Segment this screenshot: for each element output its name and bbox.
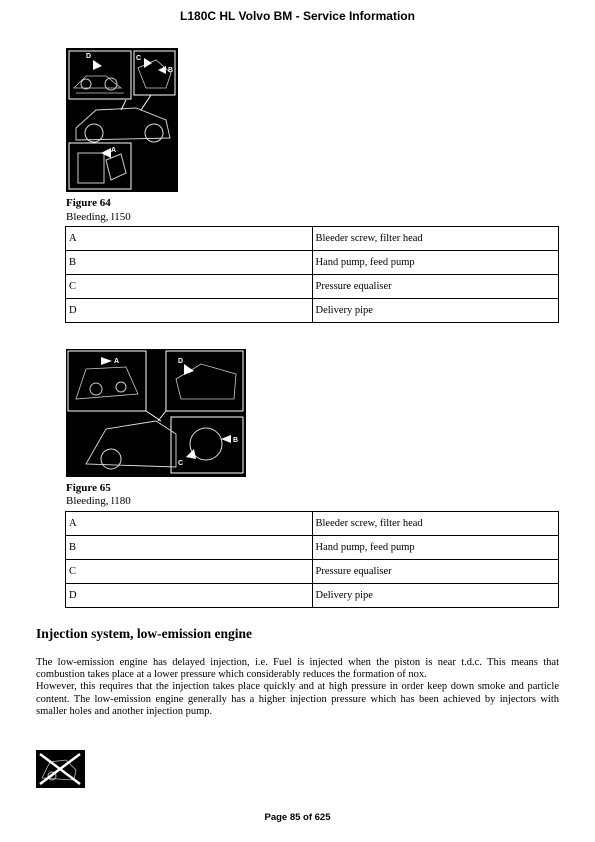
body-paragraph: The low-emission engine has delayed injection, i.e. Fuel is injected when the piston is near t.d.c. This means that combustion takes place at a lower pressure which considerably reduces the formation of nox.	[36, 657, 559, 681]
warning-illustration	[36, 750, 85, 788]
table-row	[66, 512, 559, 536]
part-description: Delivery pipe	[312, 584, 559, 608]
figure-64-illustration	[66, 48, 178, 192]
part-label: B	[66, 536, 313, 560]
part-label: D	[66, 299, 313, 323]
figure-64-title: Figure 64	[66, 197, 111, 209]
callout-a: A	[114, 358, 120, 365]
table-row	[66, 227, 559, 251]
part-description: Pressure equaliser	[312, 275, 559, 299]
figure-65-title: Figure 65	[66, 482, 111, 494]
callout-a: A	[111, 147, 117, 154]
figure-65-parts-table	[65, 511, 559, 608]
callout-d: D	[86, 53, 92, 60]
table-row	[66, 560, 559, 584]
part-description: Bleeder screw, filter head	[312, 227, 559, 251]
page-number: Page 85 of 625	[264, 812, 331, 823]
figure-65-illustration	[66, 349, 246, 477]
figure-64-caption: Bleeding, l150	[66, 211, 131, 223]
body-paragraph: However, this requires that the injection takes place quickly and at high pressure in order keep down smoke and particle content. The low-emission engine generally has a higher injection pressure which has been achieved by injectors with smaller holes and another injection pump.	[36, 681, 559, 717]
part-label: C	[66, 275, 313, 299]
part-label: C	[66, 560, 313, 584]
part-description: Delivery pipe	[312, 299, 559, 323]
callout-b: B	[233, 437, 239, 444]
part-description: Hand pump, feed pump	[312, 251, 559, 275]
part-description: Hand pump, feed pump	[312, 536, 559, 560]
table-row	[66, 275, 559, 299]
section-body	[36, 657, 559, 718]
callout-c: C	[178, 460, 184, 467]
part-label: A	[66, 512, 313, 536]
part-label: D	[66, 584, 313, 608]
part-label: B	[66, 251, 313, 275]
callout-d: D	[178, 358, 184, 365]
table-row	[66, 584, 559, 608]
part-description: Pressure equaliser	[312, 560, 559, 584]
table-row	[66, 536, 559, 560]
table-row	[66, 251, 559, 275]
page-header-title: L180C HL Volvo BM - Service Information	[180, 9, 415, 23]
table-row	[66, 299, 559, 323]
part-label: A	[66, 227, 313, 251]
callout-c: C	[136, 55, 142, 62]
figure-65-caption: Bleeding, l180	[66, 495, 131, 507]
figure-64-parts-table	[65, 226, 559, 323]
part-description: Bleeder screw, filter head	[312, 512, 559, 536]
callout-b: B	[168, 67, 174, 74]
section-heading: Injection system, low-emission engine	[36, 626, 252, 641]
